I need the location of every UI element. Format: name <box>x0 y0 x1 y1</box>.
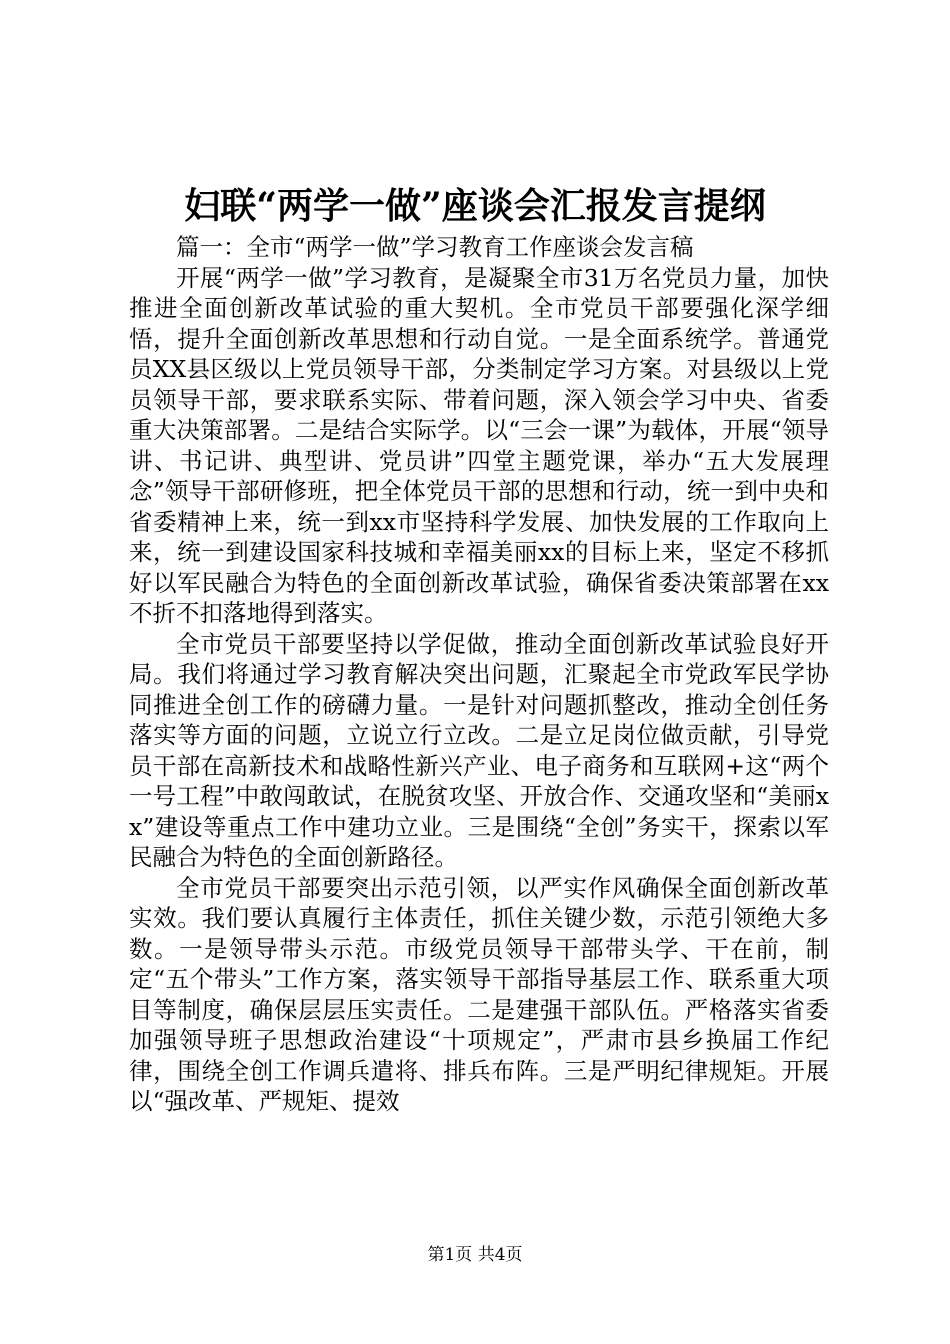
document-title: 妇联“两学一做”座谈会汇报发言提纲 <box>184 185 766 227</box>
document-subtitle: 篇一：全市“两学一做”学习教育工作座谈会发言稿 <box>176 233 694 261</box>
page-footer: 第1页 共4页 <box>427 1245 523 1265</box>
document-body <box>129 232 829 1117</box>
paragraph-2: 全市党员干部要坚持以学促做，推动全面创新改革试验良好开局。我们将通过学习教育解决突出问题，汇聚起全市党政军民学协同推进全创工作的磅礴力量。一是针对问题抓整改，推动全创任务落实等方面的问题，立说立行立改。二是立足岗位做贡献，引导党员干部在高新技术和战略性新兴产业、电子商务和互联网+这“两个一号工程”中敢闯敢试，在脱贫攻坚、开放合作、交通攻坚和“美丽xx”建设等重点工作中建功立业。三是围绕“全创”务实干，探索以军民融合为特色的全面创新路径。 <box>129 629 829 871</box>
paragraph-3: 全市党员干部要突出示范引领，以严实作风确保全面创新改革实效。我们要认真履行主体责任，抓住关键少数，示范引领绝大多数。一是领导带头示范。市级党员领导干部带头学、干在前，制定“五个带头”工作方案，落实领导干部指导基层工作、联系重大项目等制度，确保层层压实责任。二是建强干部队伍。严格落实省委加强领导班子思想政治建设“十项规定”，严肃市县乡换届工作纪律，围绕全创工作调兵遣将、排兵布阵。三是严明纪律规矩。开展以“强改革、严规矩、提效 <box>129 873 829 1115</box>
paragraph-1: 开展“两学一做”学习教育，是凝聚全市31万名党员力量，加快推进全面创新改革试验的重大契机。全市党员干部要强化深学细悟，提升全面创新改革思想和行动自觉。一是全面系统学。普通党员XX县区级以上党员领导干部，分类制定学习方案。对县级以上党员领导干部，要求联系实际、带着问题，深入领会学习中央、省委重大决策部署。二是结合实际学。以“三会一课”为载体，开展“领导讲、书记讲、典型讲、党员讲”四堂主题党课，举办“五大发展理念”领导干部研修班，把全体党员干部的思想和行动，统一到中央和省委精神上来，统一到xx市坚持科学发展、加快发展的工作取向上来，统一到建设国家科技城和幸福美丽xx的目标上来，坚定不移抓好以军民融合为特色的全面创新改革试验，确保省委决策部署在xx不折不扣落地得到落实。 <box>129 263 829 627</box>
